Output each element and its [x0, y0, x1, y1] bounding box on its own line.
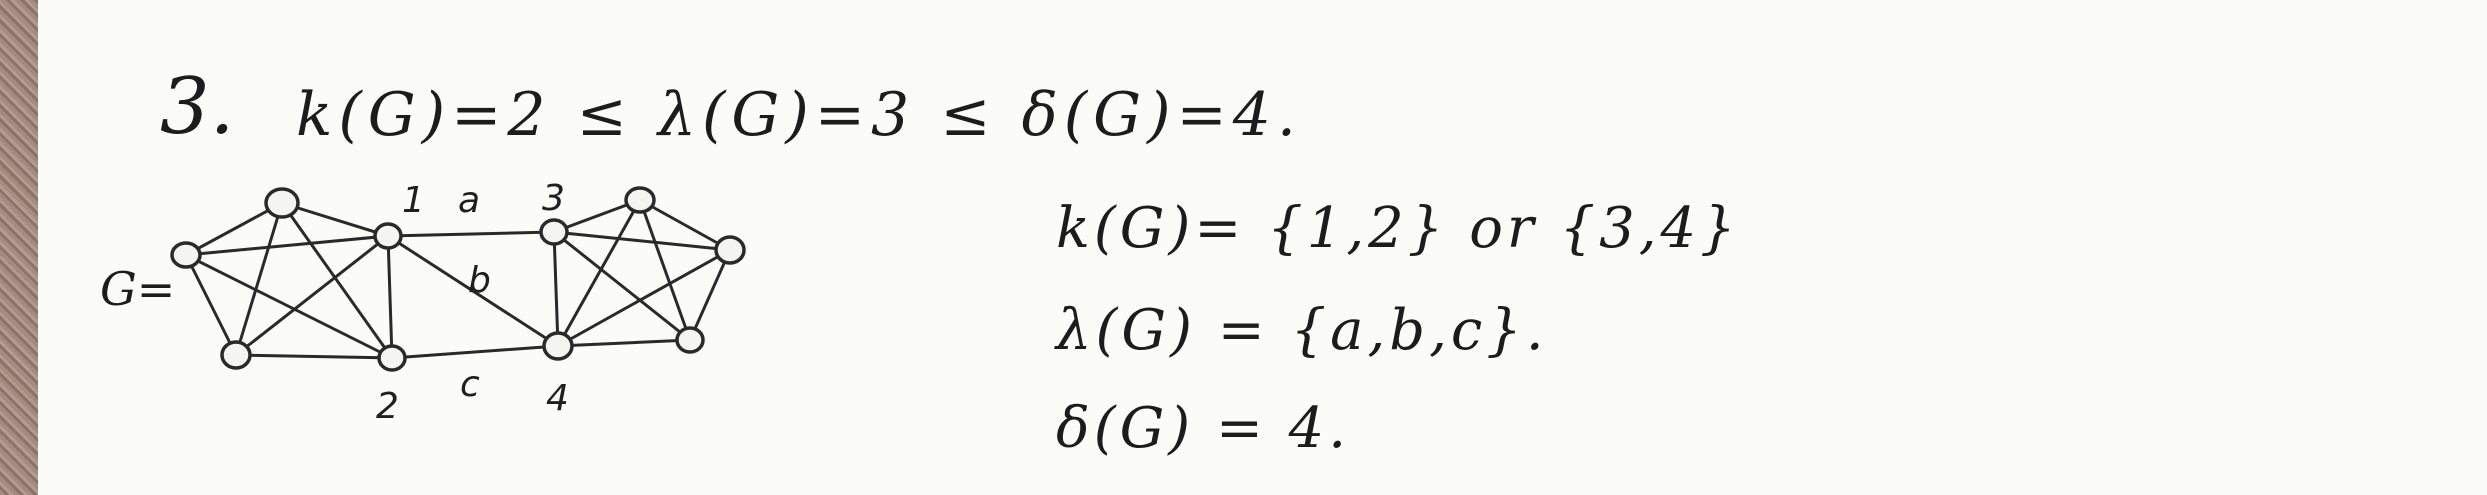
graph-edge: [558, 340, 690, 346]
graph-edge: [186, 255, 236, 355]
graph-vertex-3: [541, 220, 567, 244]
graph-vertex: [716, 237, 744, 263]
vertex-label-1: 1: [402, 180, 425, 221]
graph-vertex-1: [375, 224, 401, 248]
graph-edge: [236, 355, 392, 358]
graph-vertex: [266, 189, 298, 217]
graph-name-label: G=: [100, 262, 176, 316]
graph-vertex: [677, 328, 703, 352]
graph-vertex-4: [544, 333, 572, 359]
vertex-label-2: 2: [376, 386, 399, 427]
min-degree-result: δ(G) = 4.: [1056, 396, 1351, 461]
edge-label-b: b: [468, 260, 491, 301]
connectivity-inequality: k(G)=2 ≤ λ(G)=3 ≤ δ(G)=4.: [296, 80, 1302, 150]
graph-vertex: [222, 342, 250, 368]
vertex-label-3: 3: [542, 178, 565, 219]
edge-connectivity-result: λ(G) = {a,b,c}.: [1056, 298, 1548, 363]
bridge-edge-c: [392, 346, 558, 358]
edge-label-c: c: [460, 364, 480, 405]
graph-edge: [282, 203, 392, 358]
graph-vertex: [172, 243, 200, 267]
vertex-label-4: 4: [546, 378, 569, 419]
edge-label-a: a: [458, 180, 481, 221]
graph-edge: [388, 236, 392, 358]
bridge-edge-a: [388, 232, 554, 236]
problem-number: 3.: [160, 62, 235, 152]
graph-edge: [554, 232, 558, 346]
graph-edge: [236, 236, 388, 355]
graph-edge: [186, 255, 392, 358]
graph-vertex-2: [379, 346, 405, 370]
graph-vertex: [626, 188, 654, 212]
vertex-connectivity-result: k(G)= {1,2} or {3,4}: [1056, 196, 1740, 261]
